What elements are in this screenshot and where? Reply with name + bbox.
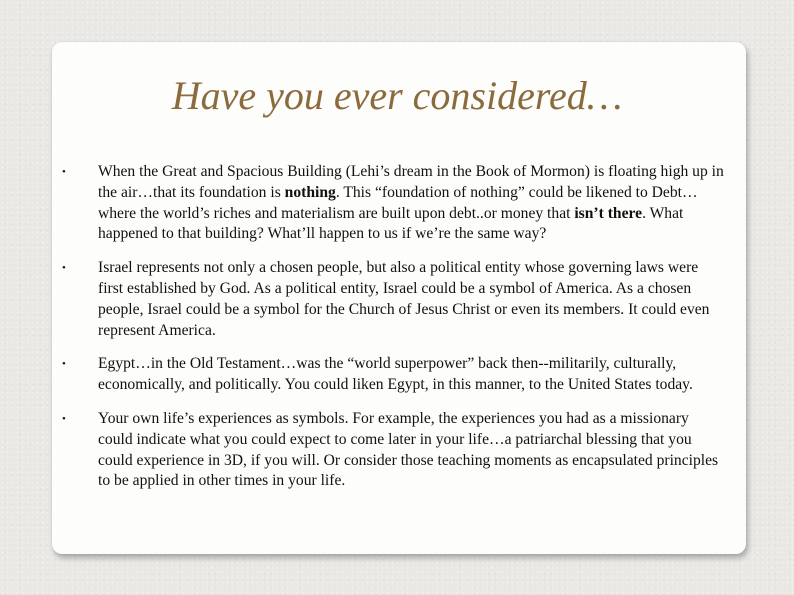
bullet-1-emphasis-isnt-there: isn’t there (574, 204, 643, 222)
bullet-1-emphasis-nothing: nothing (284, 183, 336, 201)
bullet-1-segment-1: When the Great and Spacious Building (Lehi’s dream in the Book of Mormon) is floating high up in the air…that its foundation is (98, 163, 724, 201)
bullet-text-1 (98, 163, 724, 242)
bullet-1-segment-2: . This “foundation of nothing” could be likened to Debt…where the world’s riches and materialism are built upon debt..or money that (98, 183, 698, 222)
bullet-text-4: Your own life’s experiences as symbols. For example, the experiences you had as a missionary could indicate what you could expect to come later in your life…a patriarchal blessing that you could experience in 3D, if you will. Or consider those teaching moments as encapsulated principles to be applied in other times in your life. (98, 409, 719, 490)
bullet-text-3: Egypt…in the Old Testament…was the “world superpower” back then--militarily, culturally, economically, and politically. You could liken Egypt, in this manner, to the United States today. (98, 355, 693, 394)
bullet-dot-icon: • (62, 166, 66, 178)
bullet-dot-icon: • (62, 358, 66, 371)
bullet-dot-icon: • (62, 412, 66, 425)
bullet-item-4 (62, 409, 726, 492)
slide-title: Have you ever considered… (171, 73, 623, 118)
bullet-item-2 (62, 258, 726, 341)
bullet-text-2: Israel represents not only a chosen people, but also a political entity whose governing laws were first established by God. As a political entity, Israel could be a symbol of America. As a chosen people, Israel could be a symbol for the Church of Jesus Christ or even its members. It could even represent America. (98, 259, 710, 339)
bullet-list (62, 162, 726, 505)
bullet-item-3 (62, 354, 726, 396)
bullet-1-segment-3: . What happened to that building? What’ll happen to us if we’re the same way? (98, 204, 684, 243)
bullet-dot-icon: • (62, 262, 66, 275)
bullet-item-1 (62, 162, 726, 245)
